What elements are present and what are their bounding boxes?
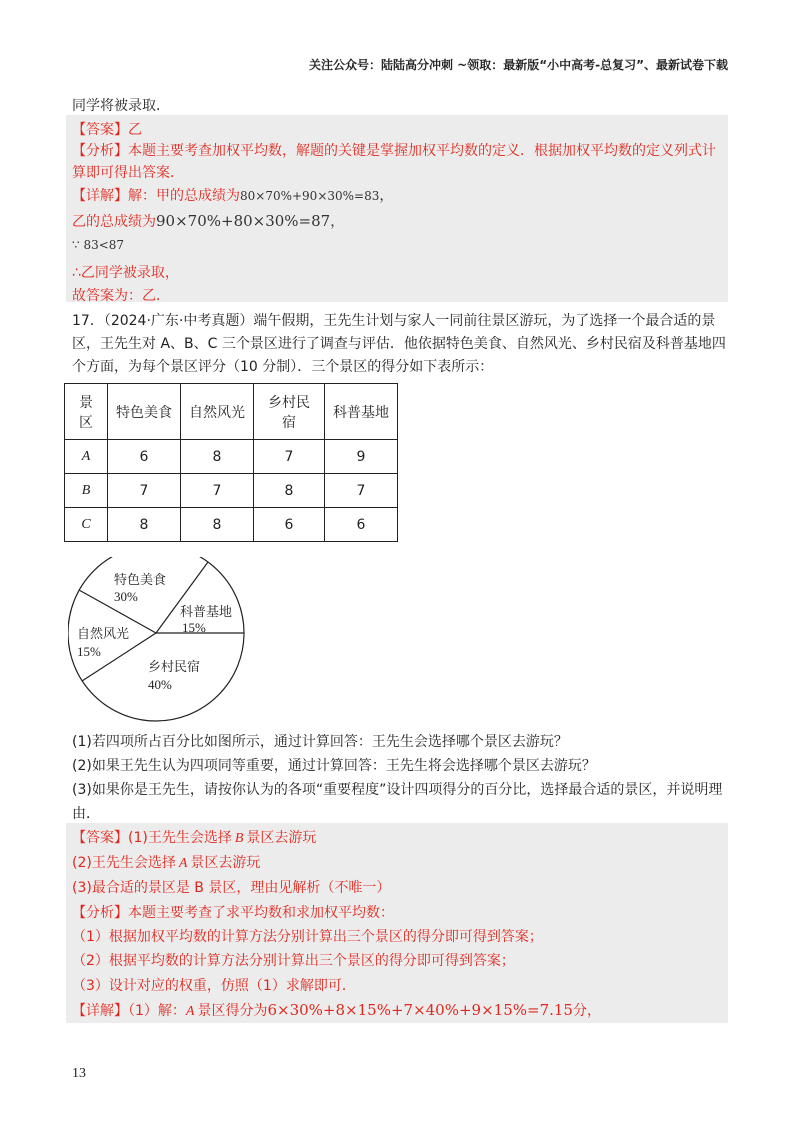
q17-analysis-item-3: （3）设计对应的权重，仿照（1）求解即可． [72, 978, 356, 994]
answer-text: 景区去游玩 [190, 855, 261, 871]
prev-conclusion: 故答案为：乙． [72, 288, 170, 304]
detail-tag: 【详解】 [72, 188, 128, 204]
prev-detail-line-2 [72, 211, 344, 231]
page-number: 13 [72, 1066, 86, 1081]
answer-text: (2)王先生会选择 [72, 855, 176, 871]
table-cell: 8 [108, 508, 181, 542]
q17-detail-line [72, 1000, 601, 1020]
sub-question-3-line-2: 由． [72, 806, 100, 822]
answer-variable: A [178, 856, 188, 871]
pie-label-pct: 30% [114, 589, 138, 604]
corner-text: 景 [79, 394, 93, 411]
answer-variable: B [234, 831, 244, 846]
sub-question-1: (1)若四项所占百分比如图所示，通过计算回答：王先生会选择哪个景区去游玩？ [72, 734, 568, 750]
row-label: B [65, 474, 108, 508]
separator: ， [330, 214, 345, 230]
score-table [64, 383, 398, 542]
prev-analysis-line-1: 【分析】本题主要考查加权平均数，解题的关键是掌握加权平均数的定义．根据加权平均数的定义列式计 [72, 143, 716, 159]
table-corner-cell [65, 384, 108, 440]
table-cell: 8 [181, 508, 254, 542]
detail-text: 解：甲的总成绩为 [128, 188, 240, 204]
table-cell: 7 [108, 474, 181, 508]
separator: ， [379, 188, 394, 204]
pie-label-name: 特色美食 [114, 572, 167, 587]
q17-analysis-item-1: （1）根据加权平均数的计算方法分别计算出三个景区的得分即可得到答案； [72, 929, 543, 945]
table-row [65, 474, 398, 508]
column-header-part: 宿 [282, 414, 296, 431]
prev-question-tail: 同学将被录取． [72, 98, 170, 114]
column-header [254, 384, 325, 440]
answer-tag: 【答案】 [72, 830, 128, 846]
q17-answer-1 [72, 827, 316, 847]
detail-text: （1）解： [128, 1003, 186, 1019]
table-cell: 7 [325, 474, 398, 508]
answer-text: 景区去游玩 [246, 830, 317, 846]
prev-analysis-line-2: 算即可得出答案． [72, 165, 184, 181]
pie-label-pct: 40% [148, 677, 172, 692]
pie-chart [68, 557, 258, 727]
column-header: 科普基地 [325, 384, 398, 440]
detail-variable: A [185, 1004, 195, 1019]
q17-answer-3: (3)最合适的景区是 B 景区，理由见解析（不唯一） [72, 880, 391, 896]
table-row [65, 508, 398, 542]
q17-answer-2 [72, 852, 260, 872]
table-cell: 6 [325, 508, 398, 542]
answer-text: (1)王先生会选择 [128, 830, 232, 846]
sub-question-3-line-1: (3)如果你是王先生，请按你认为的各项“重要程度”设计四项得分的百分比，选择最合适的景区，并说明理 [72, 782, 723, 798]
prev-therefore-line: ∴乙同学被录取， [72, 265, 179, 281]
table-cell: 6 [108, 440, 181, 474]
prev-detail-line-1 [72, 185, 393, 205]
q17-analysis-head: 【分析】本题主要考查了求平均数和求加权平均数： [72, 905, 394, 921]
q17-stem-line-3: 个方面，为每个景区评分（10 分制）．三个景区的得分如下表所示： [72, 359, 494, 375]
q17-analysis-item-2: （2）根据平均数的计算方法分别计算出三个景区的得分即可得到答案； [72, 953, 515, 969]
detail-text: 景区得分为 [197, 1003, 268, 1019]
column-header: 特色美食 [108, 384, 181, 440]
table-cell: 9 [325, 440, 398, 474]
pie-label-name: 自然风光 [77, 626, 130, 641]
q17-stem-line-1: 17．（2024·广东·中考真题）端午假期，王先生计划与家人一同前往景区游玩，为了选择一个最合适的景 [72, 313, 716, 329]
table-cell: 7 [254, 440, 325, 474]
pie-label-pct: 15% [77, 644, 101, 659]
detail-tag: 【详解】 [72, 1003, 128, 1019]
pie-label-name: 乡村民宿 [148, 659, 201, 674]
row-label: A [65, 440, 108, 474]
detail-text: 乙的总成绩为 [72, 214, 156, 230]
column-header: 自然风光 [181, 384, 254, 440]
pie-label-name: 科普基地 [180, 604, 233, 619]
pie-label-pct: 15% [182, 620, 206, 635]
answer-value: 乙 [128, 122, 142, 138]
table-row [65, 440, 398, 474]
prev-answer [72, 119, 142, 139]
table-cell: 6 [254, 508, 325, 542]
row-label: C [65, 508, 108, 542]
prev-because-line: ∵ 83<87 [72, 238, 125, 252]
formula-yi: 90×70%+80×30%=87 [156, 212, 331, 230]
table-cell: 7 [181, 474, 254, 508]
table-cell: 8 [254, 474, 325, 508]
formula-jia: 80×70%+90×30%=83 [240, 189, 380, 203]
q17-stem-line-2: 区，王先生对 A、B、C 三个景区进行了调查与评估．他依据特色美食、自然风光、乡村民宿及科普基地四 [72, 336, 726, 352]
table-header-row [65, 384, 398, 440]
corner-text: 区 [79, 414, 93, 431]
detail-unit: 分， [572, 1003, 601, 1019]
column-header-part: 乡村民 [268, 394, 310, 411]
sub-question-2: (2)如果王先生认为四项同等重要，通过计算回答：王先生将会选择哪个景区去游玩？ [72, 758, 596, 774]
table-cell: 8 [181, 440, 254, 474]
detail-formula: 6×30%+8×15%+7×40%+9×15%=7.15 [267, 1001, 573, 1019]
page-header-note: 关注公众号：陆陆高分冲刺 ~领取：最新版“小中高考-总复习”、最新试卷下载 [309, 58, 728, 72]
answer-tag: 【答案】 [72, 122, 128, 138]
